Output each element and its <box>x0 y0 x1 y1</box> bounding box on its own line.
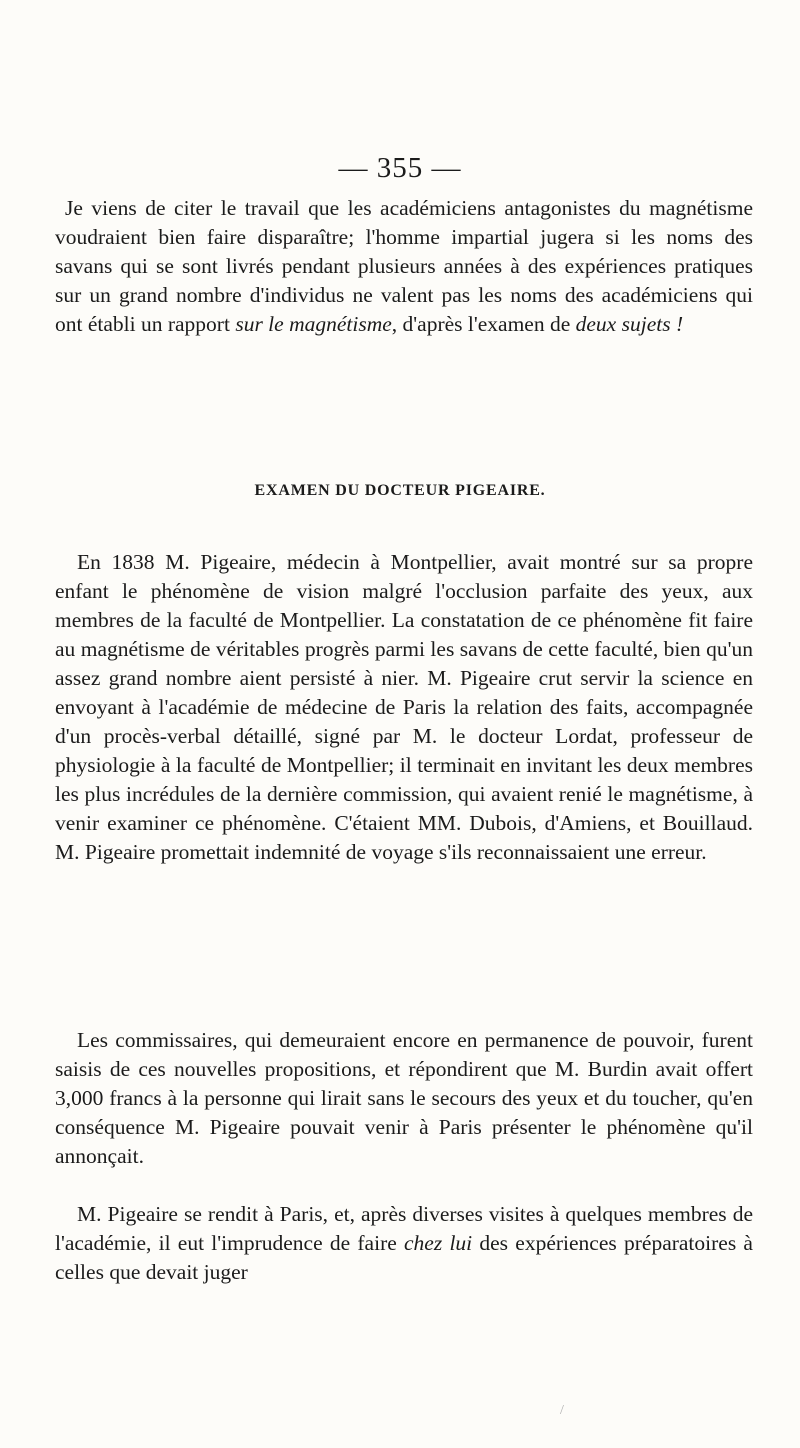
stray-mark: / <box>560 1403 564 1418</box>
paragraph-pigeaire-text: En 1838 M. Pigeaire, médecin à Montpellier, avait montré sur sa propre enfant le phénomène de vision malgré l'occlusion parfaite des yeux, aux membres de la faculté de Montpellier. La constatation de ce phénomène fit faire au magnétisme de véritables progrès parmi les savans de cette faculté, bien qu'un assez grand nombre aient persisté à nier. M. Pigeaire crut servir la science en envoyant à l'académie de médecine de Paris la relation des faits, accompagnée d'un procès-verbal détaillé, signé par M. le docteur Lordat, professeur de physiologie à la faculté de Montpellier; il terminait en invitant les deux membres les plus incrédules de la dernière commission, qui avaient renié le magnétisme, à venir examiner ce phénomène. C'étaient MM. Dubois, d'Amiens, et Bouillaud. M. Pigeaire promettait indemnité de voyage s'ils reconnaissaient une erreur. <box>55 550 753 864</box>
paragraph-commissaires <box>55 1026 753 1171</box>
section-heading: EXAMEN DU DOCTEUR PIGEAIRE. <box>254 482 546 499</box>
page-number: — 355 — <box>338 152 462 184</box>
paragraph-paris-text <box>55 1200 753 1287</box>
paragraph-intro <box>55 194 753 339</box>
paris-text-a: M. Pigeaire se rendit à Paris, et, après diverses visites à quelques membres de l'académie, il eut l'imprudence de faire <box>55 1202 753 1255</box>
intro-italic-a: sur le magnétisme <box>235 312 392 336</box>
paragraph-commissaires-text: Les commissaires, qui demeuraient encore en permanence de pouvoir, furent saisis de ces nouvelles propositions, et répondirent que M. Burdin avait offert 3,000 francs à la personne qui lirait sans le secours des yeux et du toucher, qu'en conséquence M. Pigeaire pouvait venir à Paris présenter le phénomène qu'il annonçait. <box>55 1028 753 1168</box>
paragraph-intro-text <box>55 194 753 339</box>
paragraph-pigeaire <box>55 548 753 867</box>
paris-text-b: des expériences préparatoires à celles que devait juger <box>55 1231 753 1284</box>
paragraph-paris <box>55 1200 753 1287</box>
paris-italic-a: chez lui <box>404 1231 473 1255</box>
intro-text-b: , d'après l'examen de <box>391 312 576 336</box>
intro-italic-b: deux sujets ! <box>575 312 684 336</box>
intro-text-a: Je viens de citer le travail que les académiciens antagonistes du magnétisme voudraient bien faire disparaître; l'homme impartial jugera si les noms des savans qui se sont livrés pendant plusieurs années à des expériences pratiques sur un grand nombre d'individus ne valent pas les noms des académiciens qui ont établi un rapport <box>55 196 753 336</box>
